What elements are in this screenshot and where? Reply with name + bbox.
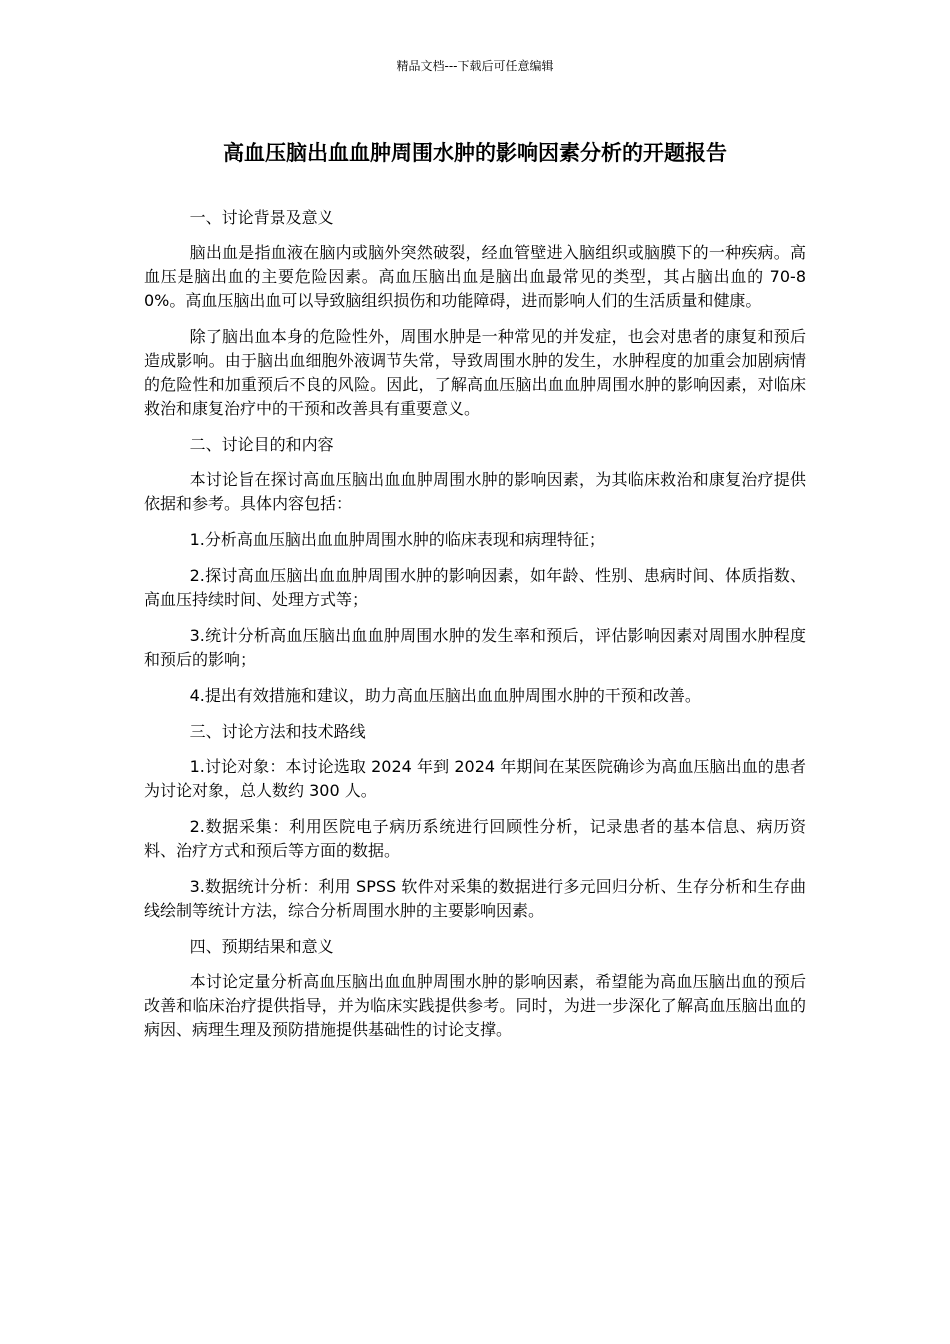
document-body bbox=[144, 206, 806, 1054]
paragraph-background-2: 除了脑出血本身的危险性外，周围水肿是一种常见的并发症，也会对患者的康复和预后造成影响。由于脑出血细胞外液调节失常，导致周围水肿的发生，水肿程度的加重会加剧病情的危险性和加重预后不良的风险。因此，了解高血压脑出血血肿周围水肿的影响因素，对临床救治和康复治疗中的干预和改善具有重要意义。 bbox=[144, 327, 806, 418]
paragraph-expected-results: 本讨论定量分析高血压脑出血血肿周围水肿的影响因素，希望能为高血压脑出血的预后改善和临床治疗提供指导，并为临床实践提供参考。同时，为进一步深化了解高血压脑出血的病因、病理生理及预防措施提供基础性的讨论支撑。 bbox=[144, 972, 806, 1039]
list-item-objective-1: 1.分析高血压脑出血血肿周围水肿的临床表现和病理特征； bbox=[189, 530, 605, 549]
list-item-method-1: 1.讨论对象：本讨论选取 2024 年到 2024 年期间在某医院确诊为高血压脑出血的患者为讨论对象，总人数约 300 人。 bbox=[144, 757, 806, 800]
section-heading-background: 一、讨论背景及意义 bbox=[189, 208, 334, 227]
document-title: 高血压脑出血血肿周围水肿的影响因素分析的开题报告 bbox=[223, 141, 727, 165]
list-item-objective-3: 3.统计分析高血压脑出血血肿周围水肿的发生率和预后，评估影响因素对周围水肿程度和预后的影响； bbox=[144, 626, 806, 669]
list-item-method-3: 3.数据统计分析：利用 SPSS 软件对采集的数据进行多元回归分析、生存分析和生存曲线绘制等统计方法，综合分析周围水肿的主要影响因素。 bbox=[144, 877, 806, 920]
paragraph-objectives-intro: 本讨论旨在探讨高血压脑出血血肿周围水肿的影响因素，为其临床救治和康复治疗提供依据和参考。具体内容包括： bbox=[144, 470, 806, 513]
list-item-objective-4: 4.提出有效措施和建议，助力高血压脑出血血肿周围水肿的干预和改善。 bbox=[189, 686, 701, 705]
list-item-method-2: 2.数据采集：利用医院电子病历系统进行回顾性分析，记录患者的基本信息、病历资料、治疗方式和预后等方面的数据。 bbox=[144, 817, 806, 860]
paragraph-background-1: 脑出血是指血液在脑内或脑外突然破裂，经血管壁进入脑组织或脑膜下的一种疾病。高血压是脑出血的主要危险因素。高血压脑出血是脑出血最常见的类型，其占脑出血的 70-80%。高血压脑出血可以导致脑组织损伤和功能障碍，进而影响人们的生活质量和健康。 bbox=[144, 243, 806, 310]
section-heading-methods: 三、讨论方法和技术路线 bbox=[189, 722, 366, 741]
section-heading-objectives: 二、讨论目的和内容 bbox=[189, 435, 334, 454]
section-heading-expected-results: 四、预期结果和意义 bbox=[189, 937, 334, 956]
list-item-objective-2: 2.探讨高血压脑出血血肿周围水肿的影响因素，如年龄、性别、患病时间、体质指数、高血压持续时间、处理方式等； bbox=[144, 566, 806, 609]
page-header: 精品文档---下载后可任意编辑 bbox=[396, 59, 554, 73]
